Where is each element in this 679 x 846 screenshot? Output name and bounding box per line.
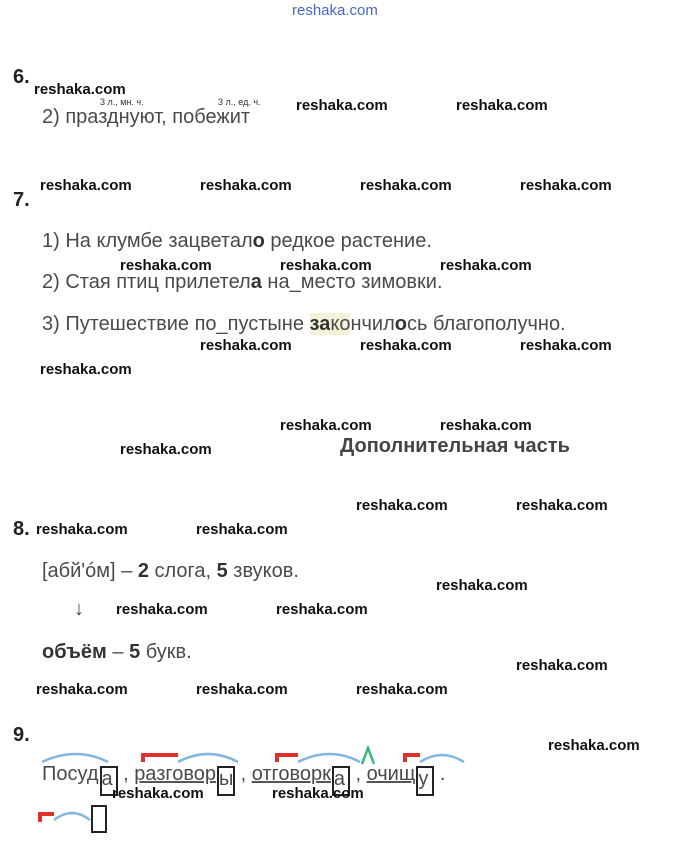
separator-2: , [235, 763, 252, 785]
prefix-mark-4 [405, 755, 420, 762]
watermark: reshaka.com [520, 337, 612, 354]
watermark: reshaka.com [116, 601, 208, 618]
task-7-line-2 [42, 271, 443, 294]
line-2-bold: а [250, 271, 262, 293]
watermark: reshaka.com [34, 81, 126, 98]
line-3-text-a: 3) Путешествие по_пустыне [42, 313, 310, 335]
watermark: reshaka.com [296, 97, 388, 114]
watermark: reshaka.com [272, 785, 364, 802]
ending-box-3: а [332, 766, 350, 796]
suffix-mark-3 [362, 748, 374, 764]
watermark: reshaka.com [40, 177, 132, 194]
watermark: reshaka.com [120, 441, 212, 458]
task-7-number: 7. [13, 189, 30, 211]
watermark: reshaka.com [120, 257, 212, 274]
watermark: reshaka.com [280, 417, 372, 434]
task-8-number: 8. [13, 518, 30, 540]
task-6-line: 2) празднуют, побежит [42, 106, 251, 128]
watermark: reshaka.com [196, 521, 288, 538]
watermark: reshaka.com [516, 657, 608, 674]
line-3-text-c: нчил [350, 313, 395, 335]
line-2-text-a: 2) Стая птиц прилетел [42, 271, 251, 293]
line-3-text-d: сь благополучно. [406, 313, 566, 335]
task-6-number: 6. [13, 66, 30, 88]
transcription-text: [абй'óм] [42, 560, 116, 582]
prefix-mark-2 [143, 755, 178, 762]
syllables-dash: – [115, 560, 138, 582]
letters-count: 5 [129, 641, 141, 663]
top-watermark[interactable]: reshaka.com [292, 2, 378, 19]
watermark: reshaka.com [36, 681, 128, 698]
down-arrow-icon: ↓ [74, 598, 84, 620]
task-6-note-2: 3 л., ед. ч. [218, 97, 261, 107]
ending-box-5 [92, 806, 106, 832]
separator-1: , [117, 763, 135, 785]
word-1: Посуд [42, 763, 99, 785]
watermark: reshaka.com [548, 737, 640, 754]
watermark: reshaka.com [280, 257, 372, 274]
watermark: reshaka.com [360, 177, 452, 194]
watermark: reshaka.com [276, 601, 368, 618]
line-2-text-b: на_место зимовки. [261, 271, 443, 293]
line-3-bold-2: о [394, 313, 407, 335]
task-9-number: 9. [13, 724, 30, 746]
extra-part-heading: Дополнительная часть [340, 435, 570, 457]
word-3: отговорк [251, 763, 331, 785]
sounds-word: звуков. [227, 560, 299, 582]
watermark: reshaka.com [356, 681, 448, 698]
root-arc-2 [178, 754, 238, 762]
prefix-mark-3 [277, 755, 298, 762]
watermark: reshaka.com [456, 97, 548, 114]
task-9-line [42, 763, 445, 796]
prefix-mark-5 [40, 814, 54, 822]
syllables-count: 2 [137, 560, 149, 582]
line-1-text-a: 1) На клумбе зацветал [42, 230, 253, 252]
watermark: reshaka.com [112, 785, 204, 802]
watermark: reshaka.com [356, 497, 448, 514]
task-6-note-1: 3 л., мн. ч. [100, 97, 144, 107]
watermark: reshaka.com [516, 497, 608, 514]
watermark: reshaka.com [196, 681, 288, 698]
ending-box-1: а [100, 766, 118, 796]
letters-word: букв. [140, 641, 192, 663]
word-text: объём [42, 641, 107, 663]
root-arc-4 [420, 755, 464, 762]
watermark: reshaka.com [40, 361, 132, 378]
watermark: reshaka.com [440, 417, 532, 434]
task-8-letters-line [42, 641, 192, 664]
task-7-line-3 [42, 313, 566, 336]
sounds-count: 5 [216, 560, 228, 582]
ending-box-2: ы [217, 766, 235, 796]
ending-box-4: у [416, 766, 434, 796]
watermark: reshaka.com [520, 177, 612, 194]
root-arc-3 [298, 754, 360, 762]
root-arc-1 [42, 754, 108, 762]
root-arc-5 [54, 813, 90, 820]
watermark: reshaka.com [36, 521, 128, 538]
line-end: . [434, 763, 446, 785]
watermark: reshaka.com [200, 337, 292, 354]
syllables-word: слога, [148, 560, 217, 582]
line-1-bold: о [252, 230, 265, 252]
line-3-bold-1: за [309, 313, 331, 335]
word-4: очищ [366, 763, 416, 785]
letters-dash: – [106, 641, 130, 663]
watermark: reshaka.com [440, 257, 532, 274]
task-7-line-1 [42, 230, 432, 253]
line-3-text-b: ко [330, 313, 351, 335]
watermark: reshaka.com [436, 577, 528, 594]
watermark: reshaka.com [200, 177, 292, 194]
task-8-transcription-line [42, 560, 299, 583]
watermark: reshaka.com [360, 337, 452, 354]
separator-3: , [349, 763, 367, 785]
word-2: разговор [134, 763, 217, 785]
line-1-text-b: редкое растение. [264, 230, 432, 252]
